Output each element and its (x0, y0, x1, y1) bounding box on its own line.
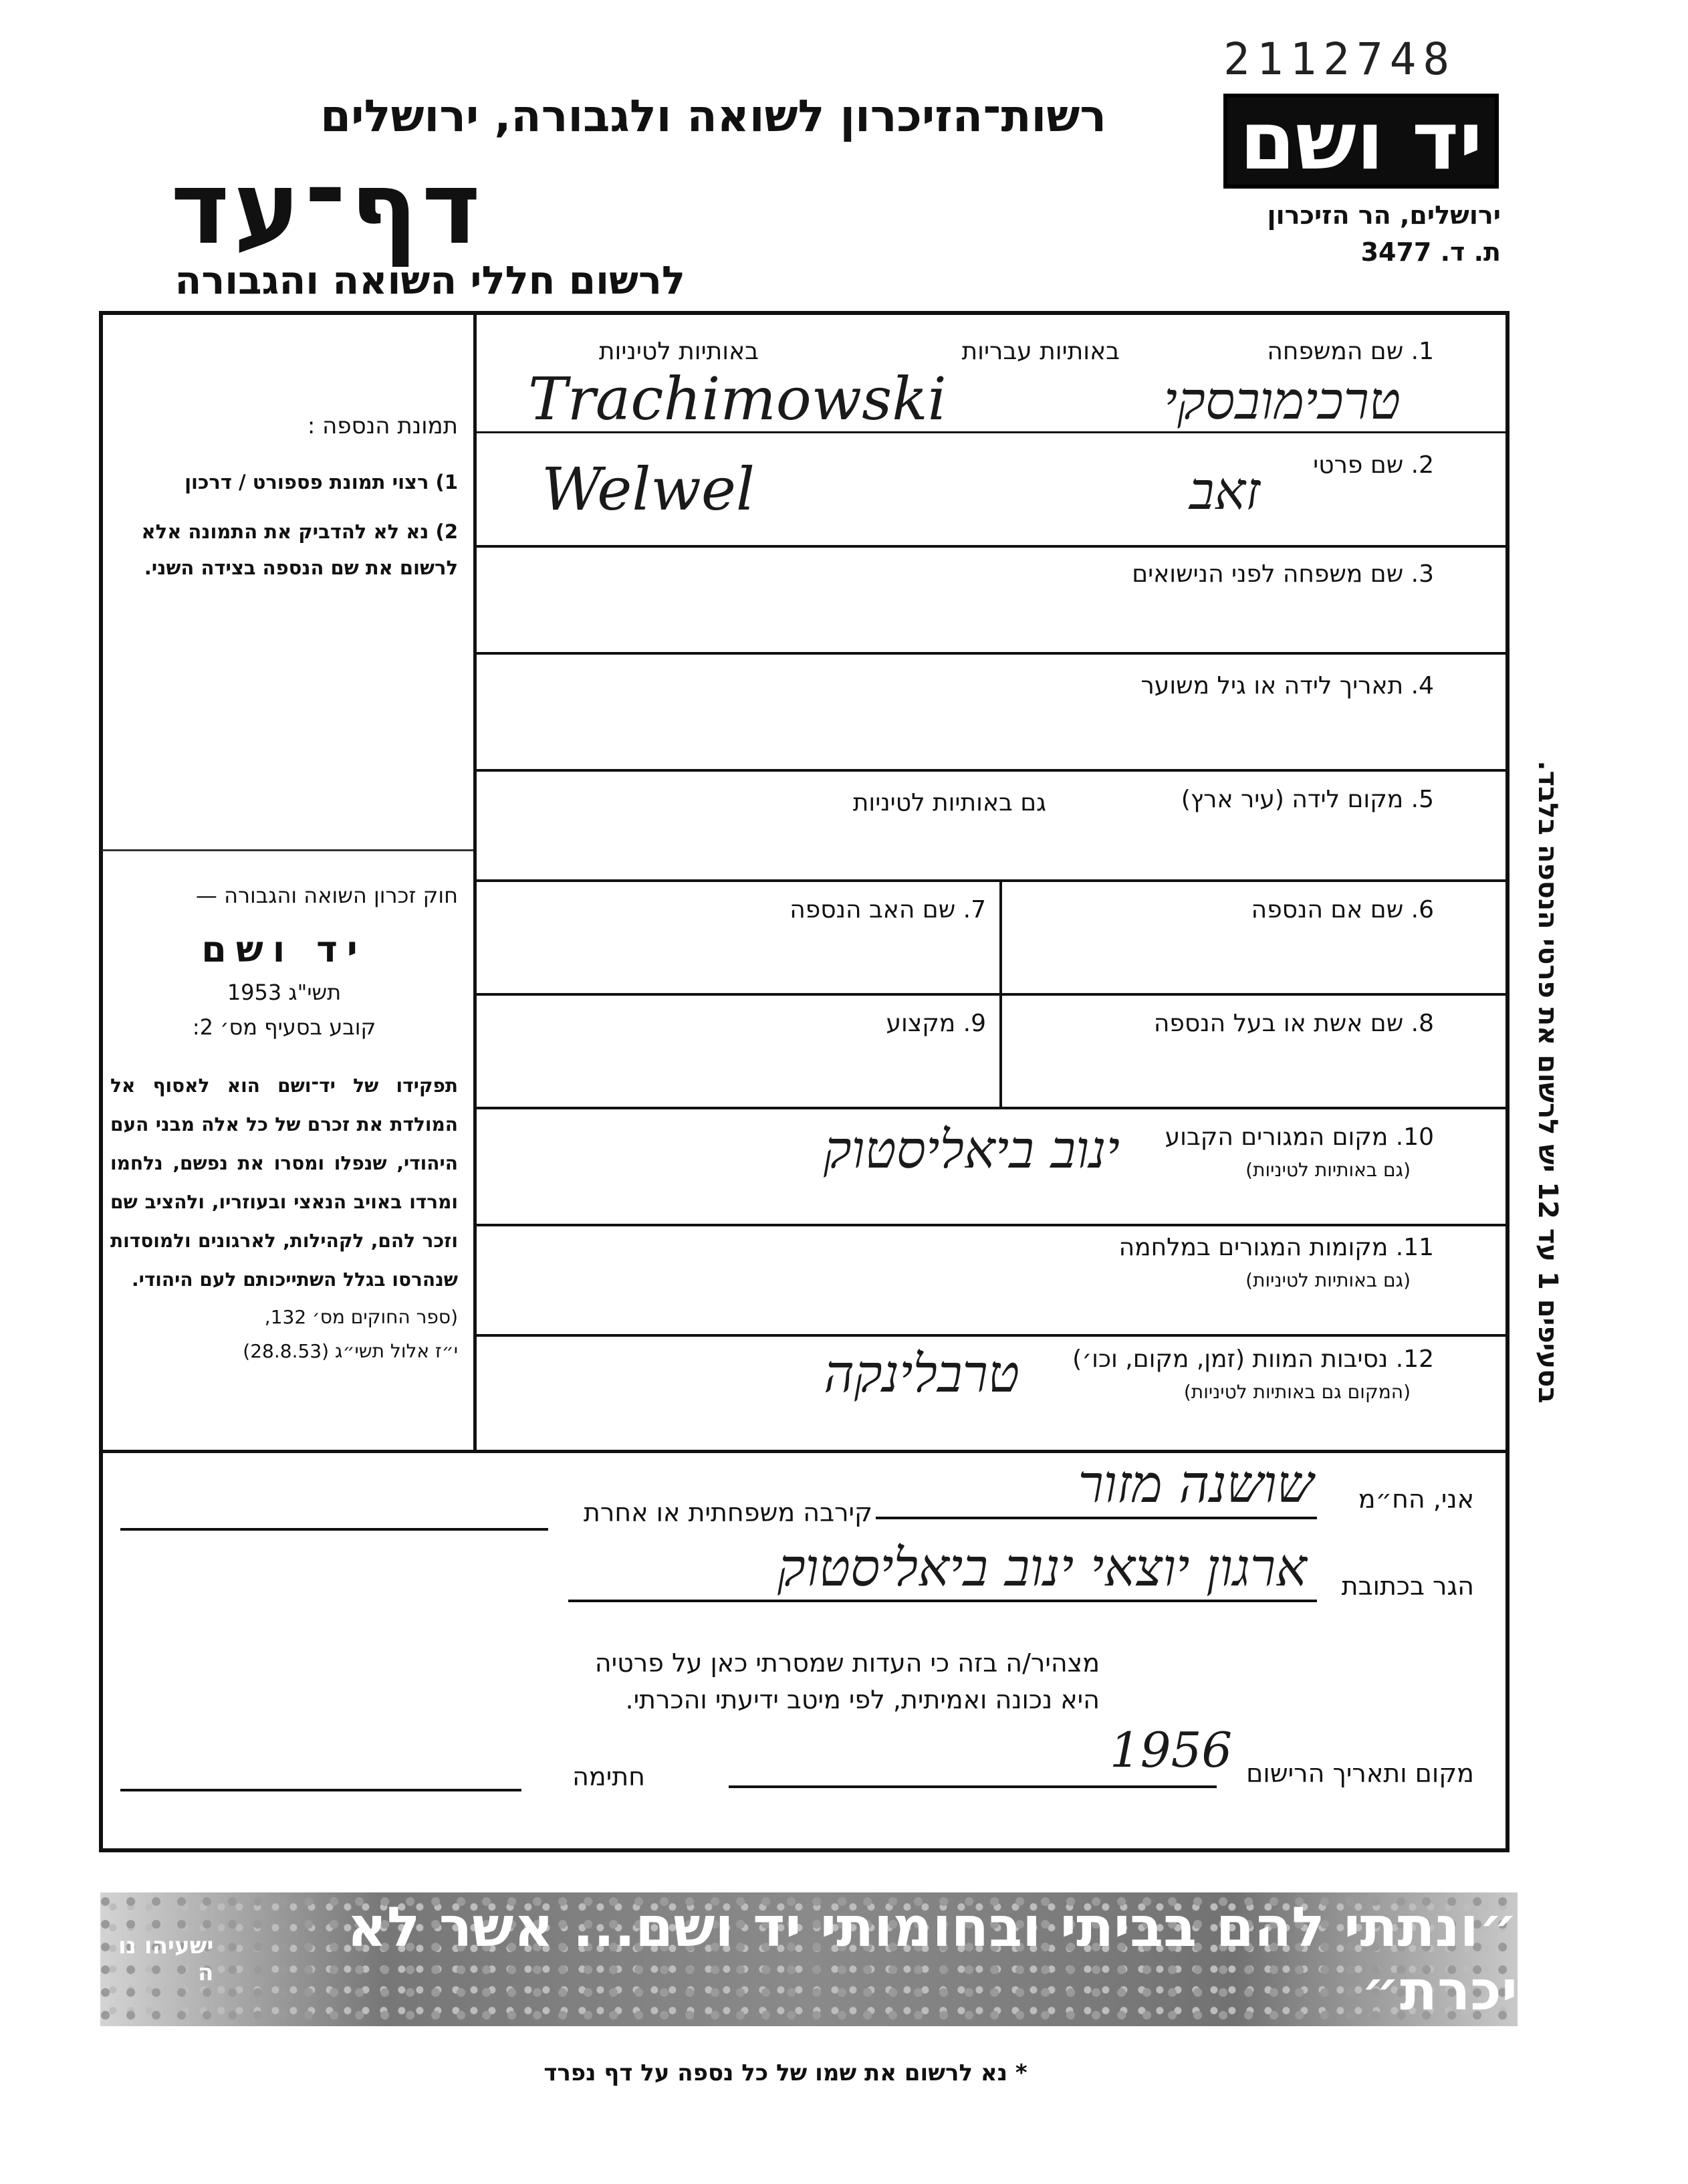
row-line-8 (477, 1224, 1506, 1226)
address-line (568, 1600, 1317, 1602)
row-line-9 (477, 1334, 1506, 1337)
law-text: תפקידו של יד־ושם הוא לאסוף אל המולדת את זכרם של כל אלה מבני העם היהודי, שנפלו ומסרו את נפשם, נלחמו ומרדו באויב הנאצי ובעוזריו, ולהציב שם וזכר להם, לקהילות, לארגונים ולמוסדות שנהרסו בגלל השתייכותם לעם היהודי. (110, 1075, 458, 1291)
address-line-2: ת. ד. 3477 (1360, 237, 1501, 267)
field-6-label: 6. שם אם הנספה (1251, 896, 1434, 923)
field-8-label: 8. שם אשת או בעל הנספה (1153, 1010, 1434, 1037)
field-10-label: 10. מקום המגורים הקבוע (1165, 1123, 1434, 1151)
banner-quote: ״ונתתי להם בביתי ובחומותי יד ושם... אשר לא יכרת״ (347, 1896, 1518, 2023)
declaration-line-1: מצהיר/ה בזה כי העדות שמסרתי כאן על פרטיה (594, 1648, 1100, 1678)
photo-title: תמונת הנספה : (307, 413, 458, 439)
row-line-7 (477, 1107, 1506, 1109)
signature-line (120, 1789, 521, 1791)
address-line-1: ירושלים, הר הזיכרון (1267, 201, 1501, 230)
row-line-2 (477, 545, 1506, 548)
field-1-latin-header: באותיות לטיניות (598, 338, 759, 365)
death-circumstances-value[interactable]: טרבלינקה (824, 1344, 1019, 1404)
field-12-note: (המקום גם באותיות לטיניות) (1183, 1381, 1411, 1403)
form-subtitle: לרשום חללי השואה והגבורה (174, 257, 685, 303)
field-11-label: 11. מקומות המגורים במלחמה (1118, 1234, 1434, 1261)
field-1-label: 1. שם המשפחה (1267, 338, 1434, 365)
field-1-hebrew-header: באותיות עבריות (961, 338, 1120, 365)
document-number: 2112748 (1223, 33, 1457, 85)
signature-label: חתימה (572, 1762, 645, 1791)
place-date-label: מקום ותאריך הרישום (1246, 1759, 1474, 1788)
law-section (110, 883, 458, 1362)
banner-source: ישעיהו נו ה (118, 1933, 214, 1986)
place-date-line (729, 1785, 1217, 1788)
left-column-separator (102, 849, 473, 851)
law-title: חוק זכרון השואה והגבורה — (195, 883, 458, 908)
institution-name: רשות־הזיכרון לשואה ולגבורה, ירושלים (320, 90, 1106, 142)
declarant-line (876, 1517, 1317, 1519)
declarant-name-value[interactable]: שושנה מזור (1078, 1454, 1314, 1515)
law-reference-2: י״ז אלול תשי״ג (28.8.53) (243, 1340, 458, 1362)
field-9-label: 9. מקצוע (886, 1010, 986, 1037)
side-instruction: בסעיפים 1 עד 12 יש לרשום את פרטי הנספה בלבד. (1532, 760, 1563, 1404)
law-name: יד ושם (201, 928, 367, 970)
declaration-line-2: היא נכונה ואמיתית, לפי מיטב ידיעתי והכרתי. (625, 1685, 1100, 1715)
quote-banner (100, 1892, 1518, 2026)
permanent-residence-value[interactable]: ינוב ביאליסטוק (823, 1120, 1120, 1180)
form-title: דף־עד (170, 150, 485, 267)
first-name-latin-value[interactable]: Welwel (541, 455, 755, 524)
field-3-label: 3. שם משפחה לפני הנישואים (1132, 560, 1434, 588)
place-date-value[interactable]: 1956 (1110, 1722, 1233, 1778)
law-reference-1: (ספר החוקים מס׳ 132, (264, 1306, 458, 1328)
relation-line (120, 1528, 548, 1531)
photo-note-2: 2) נא לא להדביק את התמונה אלא לרשום את שם הנספה בצידה השני. (141, 520, 458, 579)
footnote: * נא לרשום את שמו של כל נספה על דף נפרד (544, 2060, 1028, 2086)
field-2-label: 2. שם פרטי (1313, 451, 1434, 479)
photo-note-1: 1) רצוי תמונת פספורט / דרכון (185, 471, 458, 494)
first-name-hebrew-value[interactable]: זאב (1189, 461, 1260, 522)
field-5-latin-note: גם באותיות לטיניות (852, 789, 1046, 816)
row-line-4 (477, 769, 1506, 772)
yad-vashem-logo (1223, 94, 1499, 189)
field-7-label: 7. שם האב הנספה (790, 896, 986, 923)
row-line-10 (102, 1450, 1506, 1453)
row-line-3 (477, 652, 1506, 655)
logo-text: יד ושם (1239, 94, 1483, 188)
law-year: תשי"ג 1953 (227, 980, 342, 1005)
law-clause: קובע בסעיף מס׳ 2: (192, 1014, 376, 1040)
surname-hebrew-value[interactable]: טרכימובסקי (1163, 371, 1401, 431)
relation-label: קירבה משפחתית או אחרת (583, 1498, 872, 1527)
row-8-9-divider (999, 993, 1002, 1107)
field-12-label: 12. נסיבות המוות (זמן, מקום, וכו׳) (1072, 1345, 1434, 1373)
row-6-7-divider (999, 879, 1002, 993)
row-line-5 (477, 879, 1506, 882)
field-5-label: 5. מקום לידה (עיר ארץ) (1181, 786, 1434, 813)
address-label: הגר בכתובת (1341, 1571, 1474, 1601)
declarant-label: אני, הח״מ (1358, 1485, 1474, 1514)
address-value[interactable]: ארגון יוצאי ינוב ביאליסטוק (777, 1538, 1307, 1598)
field-10-note: (גם באותיות לטיניות) (1245, 1159, 1411, 1181)
field-4-label: 4. תאריך לידה או גיל משוער (1140, 672, 1434, 699)
surname-latin-value[interactable]: Trachimowski (528, 364, 947, 433)
photo-section (110, 408, 458, 586)
row-line-6 (477, 993, 1506, 996)
field-11-note: (גם באותיות לטיניות) (1245, 1269, 1411, 1291)
left-column-divider (473, 314, 477, 1452)
